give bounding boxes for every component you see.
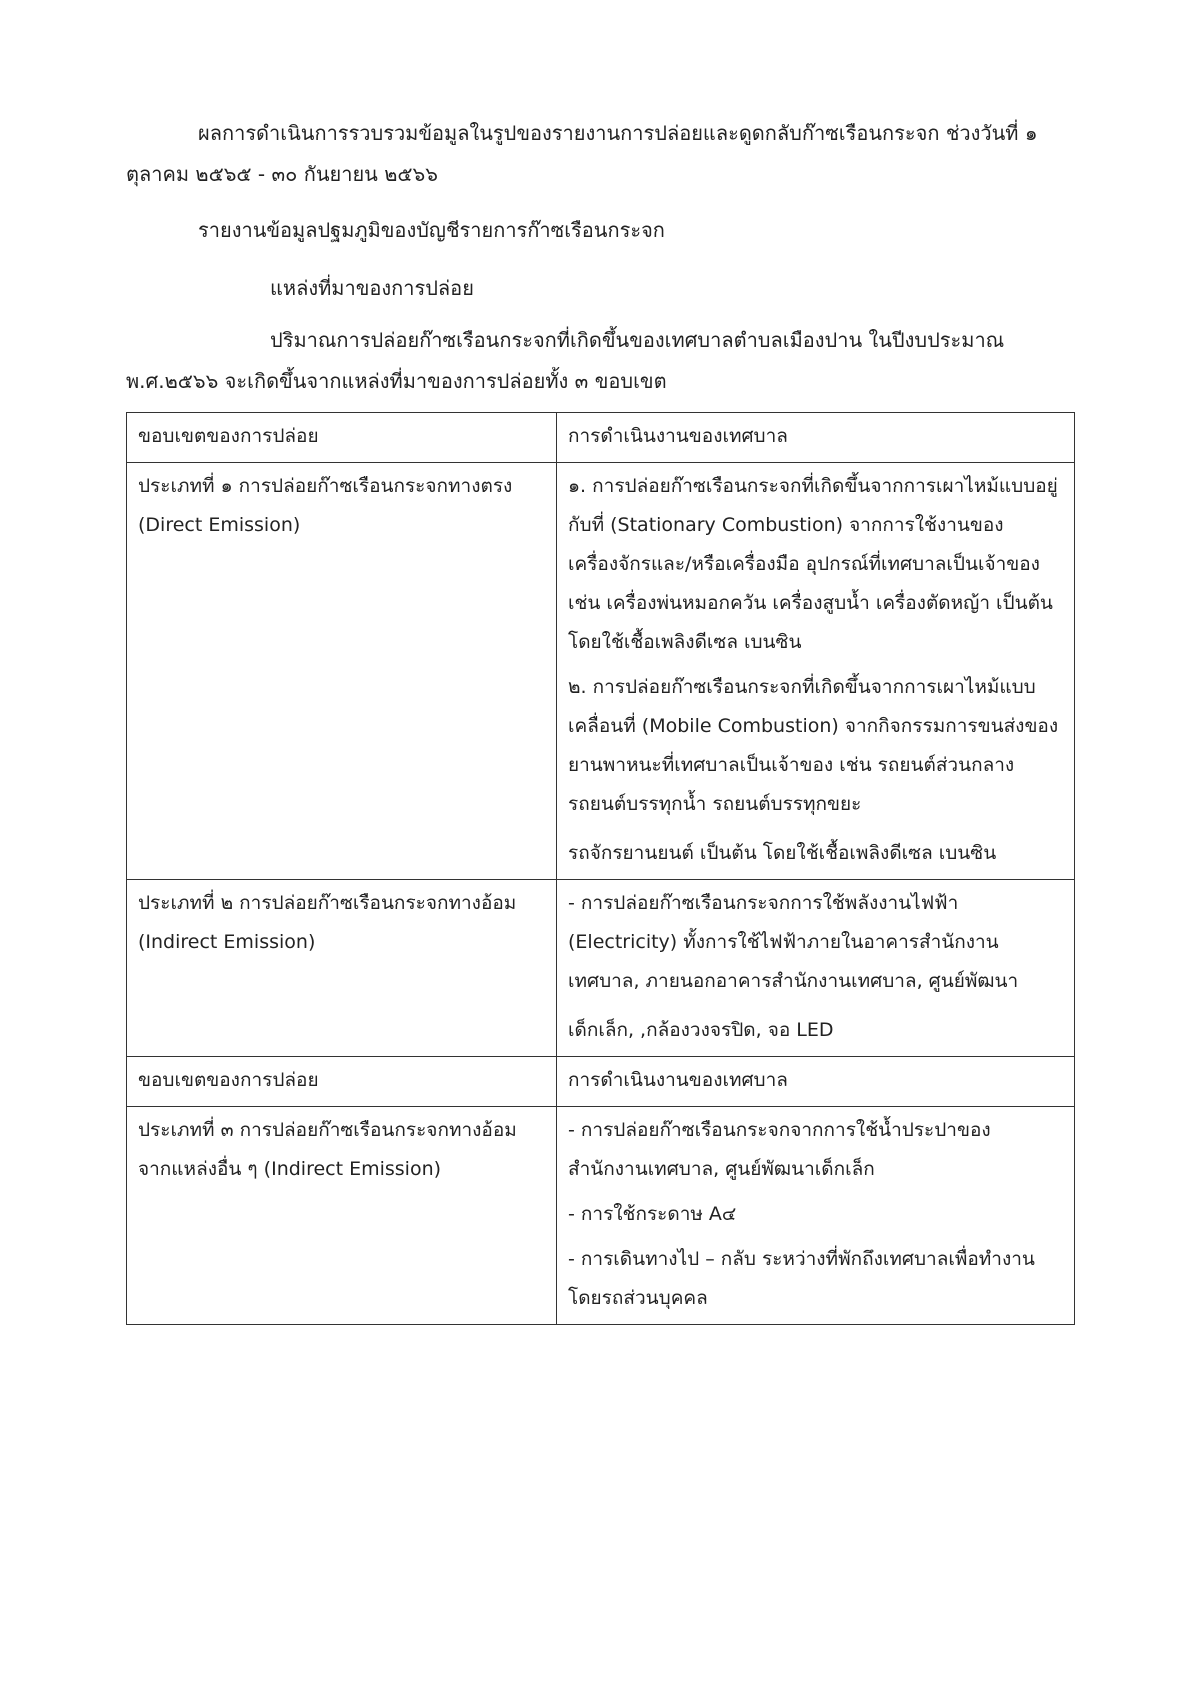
header-operation-cell: การดำเนินงานของเทศบาล [557,413,1075,463]
emission-scope-table [126,412,1075,1325]
type2-item: - การปล่อยก๊าซเรือนกระจกการใช้พลังงานไฟฟ้า (Electricity) ทั้งการใช้ไฟฟ้าภายในอาคารสำนักงานเทศบาล, ภายนอกอาคารสำนักงานเทศบาล, ศูนย์พัฒนา [568,892,1019,992]
type1-scope-cell: ประเภทที่ ๑ การปล่อยก๊าซเรือนกระจกทางตรง (Direct Emission) [127,463,557,880]
type1-item: ๑. การปล่อยก๊าซเรือนกระจกที่เกิดขึ้นจากการเผาไหม้แบบอยู่กับที่ (Stationary Combustion) จากการใช้งานของเครื่องจักรและ/หรือเครื่องมือ อุปกรณ์ที่เทศบาลเป็นเจ้าของ เช่น เครื่องพ่นหมอกควัน เครื่องสูบน้ำ เครื่องตัดหญ้า เป็นต้น โดยใช้เชื้อเพลิงดีเซล เบนซิน [568,475,1058,653]
type3-operation-cell [557,1107,1075,1325]
type1-item: รถจักรยานยนต์ เป็นต้น โดยใช้เชื้อเพลิงดีเซล เบนซิน [568,842,997,864]
type2-operation-cell [557,880,1075,1057]
type2-item: เด็กเล็ก, ,กล้องวงจรปิด, จอ LED [568,1019,834,1041]
header2-scope-cell: ขอบเขตของการปล่อย [127,1057,557,1107]
type3-item: - การปล่อยก๊าซเรือนกระจกจากการใช้น้ำประปาของสำนักงานเทศบาล, ศูนย์พัฒนาเด็กเล็ก [568,1119,991,1180]
table-header-row [127,413,1075,463]
type3-item: - การเดินทางไป – กลับ ระหว่างที่พักถึงเทศบาลเพื่อทำงานโดยรถส่วนบุคคล [568,1248,1035,1309]
type3-scope-cell: ประเภทที่ ๓ การปล่อยก๊าซเรือนกระจกทางอ้อมจากแหล่งอื่น ๆ (Indirect Emission) [127,1107,557,1325]
intro-paragraph: ผลการดำเนินการรวบรวมข้อมูลในรูปของรายงานการปล่อยและดูดกลับก๊าซเรือนกระจก ช่วงวันที่ ๑ ตุลาคม ๒๕๖๕ - ๓๐ กันยายน ๒๕๖๖ [126,121,1038,186]
sources-heading: แหล่งที่มาของการปล่อย [270,276,474,300]
type2-scope-cell: ประเภทที่ ๒ การปล่อยก๊าซเรือนกระจกทางอ้อม (Indirect Emission) [127,880,557,1057]
type1-item: ๒. การปล่อยก๊าซเรือนกระจกที่เกิดขึ้นจากการเผาไหม้แบบเคลื่อนที่ (Mobile Combustion) จากกิจกรรมการขนส่งของยานพาหนะที่เทศบาลเป็นเจ้าของ เช่น รถยนต์ส่วนกลาง รถยนต์บรรทุกน้ำ รถยนต์บรรทุกขยะ [568,676,1059,815]
report-heading: รายงานข้อมูลปฐมภูมิของบัญชีรายการก๊าซเรือนกระจก [198,218,665,242]
header2-operation-cell: การดำเนินงานของเทศบาล [557,1057,1075,1107]
type3-item: - การใช้กระดาษ A๔ [568,1203,737,1225]
header-scope-cell: ขอบเขตของการปล่อย [127,413,557,463]
type1-operation-cell [557,463,1075,880]
table-row-type3 [127,1107,1075,1325]
table-header-row-repeat [127,1057,1075,1107]
table-row-type1 [127,463,1075,880]
table-row-type2 [127,880,1075,1057]
sources-paragraph: ปริมาณการปล่อยก๊าซเรือนกระจกที่เกิดขึ้นของเทศบาลตำบลเมืองปาน ในปีงบประมาณ พ.ศ.๒๕๖๖ จะเกิดขึ้นจากแหล่งที่มาของการปล่อยทั้ง ๓ ขอบเขต [126,328,1005,393]
